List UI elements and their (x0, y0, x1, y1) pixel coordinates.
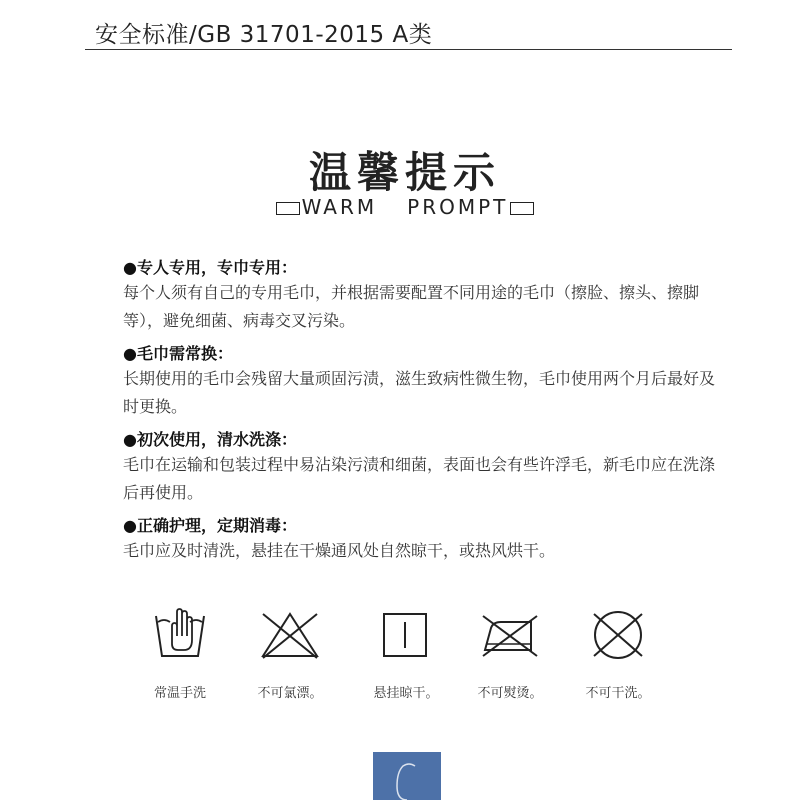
care-item (563, 606, 673, 701)
subtitle-left-box (276, 202, 300, 215)
badge-digit-icon (373, 752, 441, 800)
tip-heading: ●初次使用，清水洗涤： (123, 430, 297, 449)
care-label: 不可干洗。 (585, 686, 651, 701)
page-subtitle (0, 195, 810, 219)
subtitle-right: PROMPT (407, 195, 509, 219)
page-title: 温馨提示 (308, 148, 501, 197)
care-item (125, 606, 235, 701)
tip-heading: ●毛巾需常换： (123, 344, 233, 363)
subtitle-right-box (510, 202, 534, 215)
care-item (455, 606, 565, 701)
no-dry-clean-icon (588, 606, 648, 662)
standard-header: 安全标准/GB 31701-2015 A类 (95, 22, 433, 48)
no-bleach-icon (259, 606, 321, 662)
tip-body: 毛巾在运输和包装过程中易沾染污渍和细菌，表面也会有些许浮毛，新毛巾应在洗涤后再使用。 (123, 455, 716, 502)
care-item (351, 606, 461, 701)
care-label: 悬挂晾干。 (373, 686, 439, 701)
tip-heading: ●正确护理，定期消毒： (123, 516, 297, 535)
care-item (235, 606, 345, 701)
subtitle-left: WARM (301, 195, 378, 219)
tip-item (123, 514, 723, 565)
tip-body: 每个人须有自己的专用毛巾，并根据需要配置不同用途的毛巾（擦脸、擦头、擦脚等），避免细菌、病毒交叉污染。 (123, 283, 700, 330)
hand-wash-icon (150, 606, 210, 662)
care-label: 常温手洗 (153, 686, 206, 701)
care-label: 不可氯漂。 (257, 686, 323, 701)
tip-heading: ●专人专用，专巾专用： (123, 258, 297, 277)
tip-body: 毛巾应及时清洗，悬挂在干燥通风处自然晾干，或热风烘干。 (123, 541, 556, 560)
care-label: 不可熨烫。 (477, 686, 543, 701)
line-dry-icon (378, 606, 434, 662)
header-divider (85, 49, 732, 50)
tip-body: 长期使用的毛巾会残留大量顽固污渍，滋生致病性微生物，毛巾使用两个月后最好及时更换。 (123, 369, 716, 416)
care-icons (125, 606, 685, 706)
tip-item (123, 256, 723, 335)
tips-list (123, 256, 723, 572)
page-badge (373, 752, 441, 800)
no-iron-icon (479, 606, 541, 662)
tip-item (123, 342, 723, 421)
tip-item (123, 428, 723, 507)
